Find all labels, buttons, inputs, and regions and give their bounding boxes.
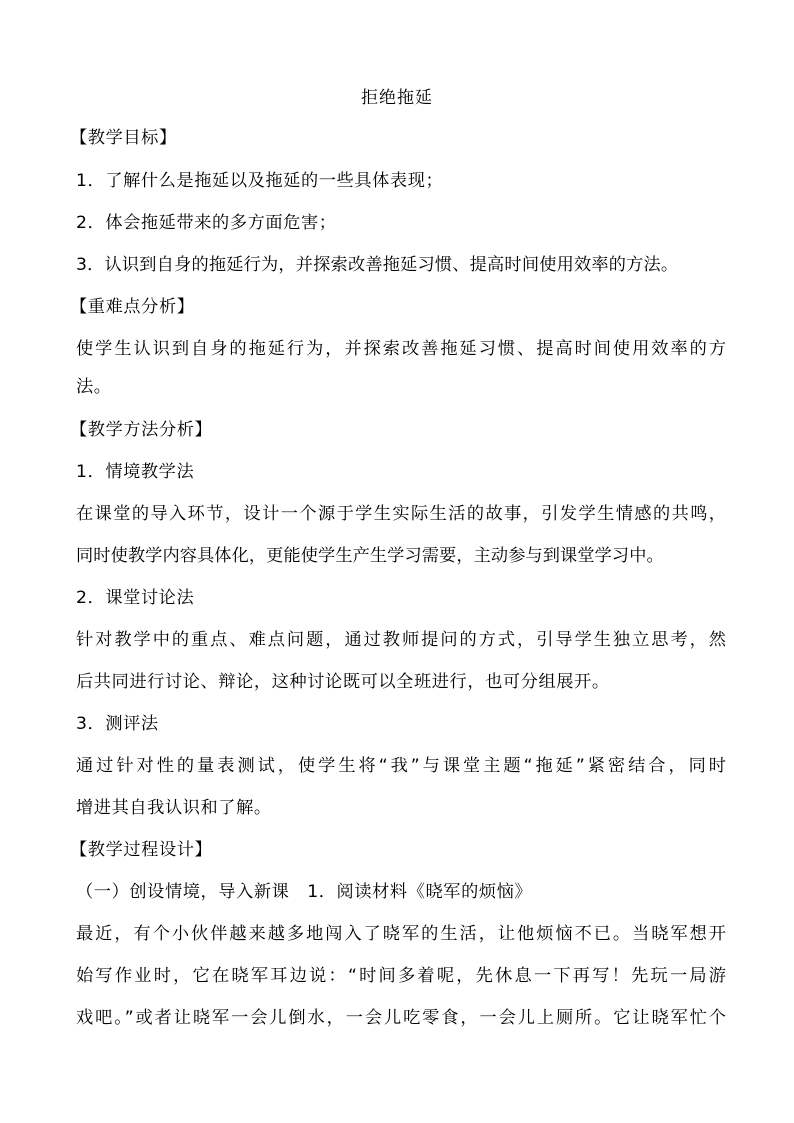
section-heading-teaching-process: 【教学过程设计】: [70, 840, 213, 860]
document-title: 拒绝拖延: [361, 88, 433, 108]
paragraph-line: 使学生认识到自身的拖延行为，并探索改善拖延习惯、提高时间使用效率的方: [76, 339, 726, 359]
paragraph-line: 戏吧。”或者让晓军一会儿倒水，一会儿吃零食，一会儿上厕所。它让晓军忙个: [76, 1008, 726, 1028]
paragraph-line: 法。: [76, 377, 112, 397]
section-heading-teaching-goals: 【教学目标】: [70, 128, 177, 148]
paragraph-line: 通过针对性的量表测试，使学生将“我”与课堂主题“拖延”紧密结合，同时: [76, 756, 726, 776]
section-heading-teaching-methods: 【教学方法分析】: [70, 420, 213, 440]
paragraph-line: 1．了解什么是拖延以及拖延的一些具体表现；: [76, 171, 444, 191]
paragraph-line: 在课堂的导入环节，设计一个源于学生实际生活的故事，引发学生情感的共鸣，: [76, 504, 726, 524]
paragraph-line: 始写作业时，它在晓军耳边说：“时间多着呢，先休息一下再写！先玩一局游: [76, 966, 726, 986]
paragraph-line: 2．体会拖延带来的多方面危害；: [76, 213, 337, 233]
section-heading-key-points: 【重难点分析】: [70, 297, 195, 317]
paragraph-line: 最近，有个小伙伴越来越多地闯入了晓军的生活，让他烦恼不已。当晓军想开: [76, 924, 726, 944]
paragraph-line: 3．认识到自身的拖延行为，并探索改善拖延习惯、提高时间使用效率的方法。: [76, 255, 679, 275]
paragraph-line: 1．情境教学法: [76, 462, 195, 482]
paragraph-line: 后共同进行讨论、辩论，这种讨论既可以全班进行，也可分组展开。: [76, 672, 610, 692]
paragraph-line: 增进其自我认识和了解。: [76, 798, 272, 818]
paragraph-line: 针对教学中的重点、难点问题，通过教师提问的方式，引导学生独立思考，然: [76, 630, 726, 650]
paragraph-line: 3．测评法: [76, 714, 159, 734]
paragraph-line: 2．课堂讨论法: [76, 588, 195, 608]
paragraph-line: （一）创设情境，导入新课 1．阅读材料《晓军的烦恼》: [76, 882, 533, 902]
paragraph-line: 同时使教学内容具体化，更能使学生产生学习需要，主动参与到课堂学习中。: [76, 546, 664, 566]
